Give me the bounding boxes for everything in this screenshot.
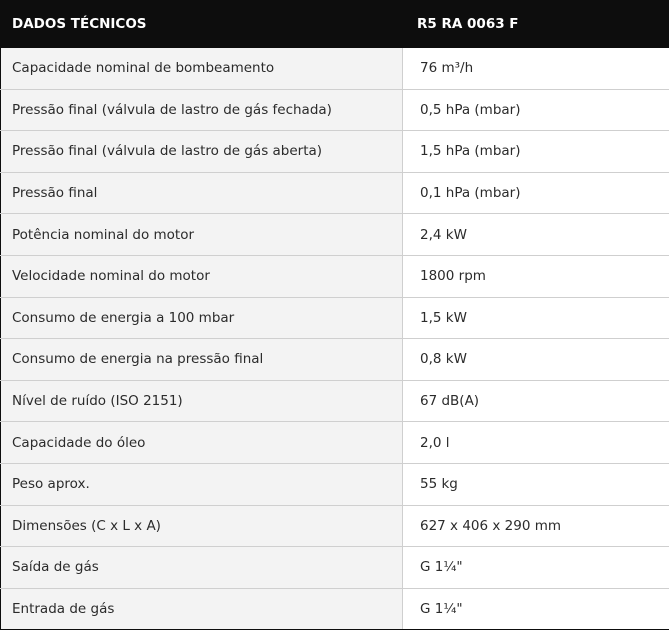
table-row — [1, 422, 669, 464]
header-model: R5 RA 0063 F — [403, 1, 669, 48]
row-label: Pressão final (válvula de lastro de gás fechada) — [1, 89, 403, 131]
header-label: DADOS TÉCNICOS — [1, 1, 403, 48]
table-row — [1, 131, 669, 173]
row-label: Pressão final (válvula de lastro de gás aberta) — [1, 131, 403, 173]
header-row — [1, 1, 669, 48]
row-value: G 1¼" — [403, 547, 669, 589]
table-body — [1, 48, 669, 630]
row-value: 1,5 hPa (mbar) — [403, 131, 669, 173]
table-row — [1, 172, 669, 214]
row-value: 0,5 hPa (mbar) — [403, 89, 669, 131]
row-label: Capacidade nominal de bombeamento — [1, 48, 403, 90]
row-value: 627 x 406 x 290 mm — [403, 505, 669, 547]
table-header — [1, 1, 669, 48]
table-row — [1, 380, 669, 422]
row-value: G 1¼" — [403, 588, 669, 630]
row-label: Peso aprox. — [1, 463, 403, 505]
row-label: Dimensões (C x L x A) — [1, 505, 403, 547]
row-value: 0,8 kW — [403, 339, 669, 381]
table-row — [1, 339, 669, 381]
row-value: 0,1 hPa (mbar) — [403, 172, 669, 214]
table-row — [1, 89, 669, 131]
table-row — [1, 214, 669, 256]
table-row — [1, 547, 669, 589]
row-label: Entrada de gás — [1, 588, 403, 630]
table-row — [1, 255, 669, 297]
row-value: 2,4 kW — [403, 214, 669, 256]
row-label: Nível de ruído (ISO 2151) — [1, 380, 403, 422]
row-label: Consumo de energia a 100 mbar — [1, 297, 403, 339]
row-label: Potência nominal do motor — [1, 214, 403, 256]
table-row — [1, 588, 669, 630]
row-value: 76 m³/h — [403, 48, 669, 90]
row-label: Velocidade nominal do motor — [1, 255, 403, 297]
table-row — [1, 297, 669, 339]
table-row — [1, 463, 669, 505]
table-row — [1, 48, 669, 90]
row-value: 1,5 kW — [403, 297, 669, 339]
table-row — [1, 505, 669, 547]
row-label: Consumo de energia na pressão final — [1, 339, 403, 381]
row-value: 55 kg — [403, 463, 669, 505]
row-label: Capacidade do óleo — [1, 422, 403, 464]
row-value: 67 dB(A) — [403, 380, 669, 422]
row-label: Pressão final — [1, 172, 403, 214]
row-value: 1800 rpm — [403, 255, 669, 297]
row-value: 2,0 l — [403, 422, 669, 464]
row-label: Saída de gás — [1, 547, 403, 589]
